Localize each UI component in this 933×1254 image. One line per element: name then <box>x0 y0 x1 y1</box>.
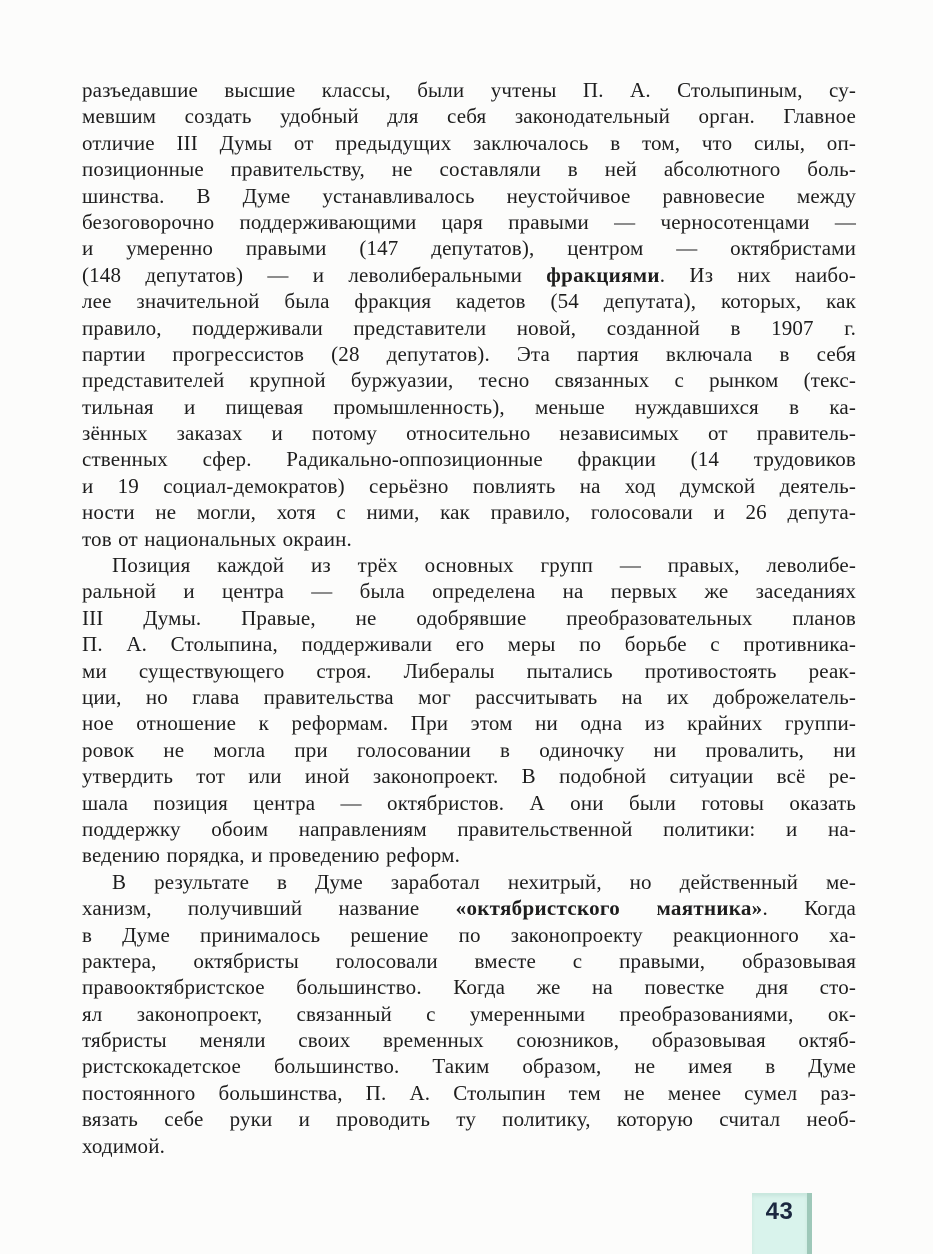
text-line: ное отношение к реформам. При этом ни одна из крайних группи- <box>82 711 856 736</box>
text-line: III Думы. Правые, не одобрявшие преобразовательных планов <box>82 605 856 630</box>
text-line: позиционные правительству, не составляли в ней абсолютного боль- <box>82 157 856 182</box>
text-line: и 19 социал-демократов) серьёзно повлиять на ход думской деятель- <box>82 473 856 498</box>
text-line: правило, поддерживали представители новой, созданной в 1907 г. <box>82 315 856 340</box>
text-line: ял законопроект, связанный с умеренными преобразованиями, ок- <box>82 1001 856 1026</box>
text-line: правооктябристское большинство. Когда же на повестке дня сто- <box>82 975 856 1000</box>
text-line: и умеренно правыми (147 депутатов), центром — октябристами <box>82 236 856 261</box>
text-line: партии прогрессистов (28 депутатов). Эта партия включала в себя <box>82 341 856 366</box>
text-line: шинства. В Думе устанавливалось неустойчивое равновесие между <box>82 183 856 208</box>
text-line: тябристы меняли своих временных союзников, образовывая октяб- <box>82 1028 856 1053</box>
text-line: Позиция каждой из трёх основных групп — правых, леволибе- <box>112 553 856 578</box>
text-line: отличие III Думы от предыдущих заключалось в том, что силы, оп- <box>82 130 856 155</box>
text-line: ственных сфер. Радикально-оппозиционные фракции (14 трудовиков <box>82 447 856 472</box>
text-line: утвердить тот или иной законопроект. В подобной ситуации всё ре- <box>82 764 856 789</box>
text-line: П. А. Столыпина, поддерживали его меры по борьбе с противника- <box>82 632 856 657</box>
text-line: ведению порядка, и проведению реформ. <box>82 843 460 868</box>
text-line: рактера, октябристы голосовали вместе с правыми, образовывая <box>82 948 856 973</box>
text-line: мевшим создать удобный для себя законодательный орган. Главное <box>82 104 856 129</box>
text-line: зённых заказах и потому относительно независимых от правитель- <box>82 421 856 446</box>
text-line: лее значительной была фракция кадетов (54 депутата), которых, как <box>82 289 856 314</box>
text-line: тов от национальных окраин. <box>82 526 352 551</box>
text-line: ристскокадетское большинство. Таким образом, не имея в Думе <box>82 1054 856 1079</box>
text-line: представителей крупной буржуазии, тесно связанных с рынком (текс- <box>82 368 856 393</box>
text-line: (148 депутатов) — и леволиберальными фракциями. Из них наибо- <box>82 262 856 287</box>
text-line: ходимой. <box>82 1133 165 1158</box>
text-line: в Думе принималось решение по законопроекту реакционного ха- <box>82 922 856 947</box>
text-line: ровок не могла при голосовании в одиночку ни провалить, ни <box>82 737 856 762</box>
page-number: 43 <box>765 1198 794 1225</box>
text-line: ральной и центра — была определена на первых же заседаниях <box>82 579 856 604</box>
text-line: разъедавшие высшие классы, были учтены П. А. Столыпиным, су- <box>82 78 856 102</box>
text-line: ми существующего строя. Либералы пытались противостоять реак- <box>82 658 856 683</box>
text-line: безоговорочно поддерживающими царя правыми — черносотенцами — <box>82 209 856 234</box>
page-number-badge <box>752 1193 812 1254</box>
text-line: В результате в Думе заработал нехитрый, но действенный ме- <box>112 869 856 894</box>
text-line: ции, но глава правительства мог рассчитывать на их доброжелатель- <box>82 684 856 709</box>
text-line: вязать себе руки и проводить ту политику, которую считал необ- <box>82 1107 856 1132</box>
text-line: ханизм, получивший название «октябристского маятника». Когда <box>82 896 856 921</box>
body-text-block <box>82 77 856 1159</box>
text-line: поддержку обоим направлениям правительственной политики: и на- <box>82 816 856 841</box>
text-line: ности не могли, хотя с ними, как правило, голосовали и 26 депута- <box>82 500 856 525</box>
text-line: тильная и пищевая промышленность), меньше нуждавшихся в ка- <box>82 394 856 419</box>
text-line: шала позиция центра — октябристов. А они были готовы оказать <box>82 790 856 815</box>
text-line: постоянного большинства, П. А. Столыпин тем не менее сумел раз- <box>82 1080 856 1105</box>
